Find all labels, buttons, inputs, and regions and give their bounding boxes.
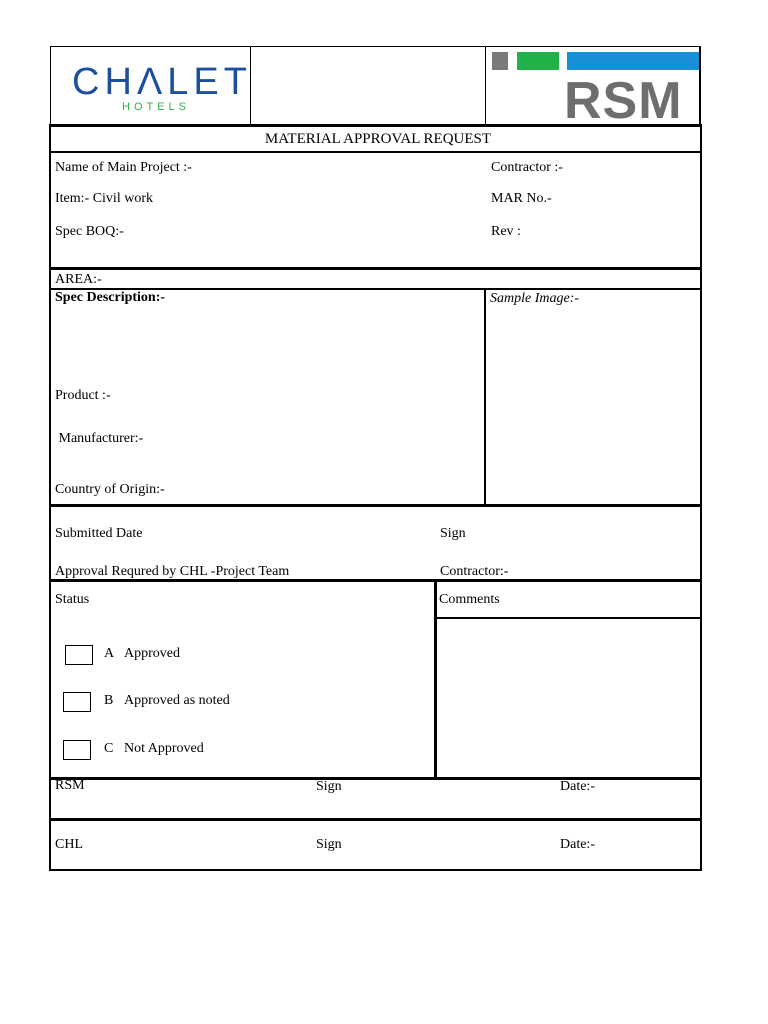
status-label: Status <box>55 592 90 607</box>
divider-sample-image <box>484 289 486 506</box>
divider-status <box>49 777 702 780</box>
signoff-sign-chl: Sign <box>316 837 342 852</box>
spec-description-label: Spec Description:- <box>55 290 166 305</box>
project-label: Name of Main Project :- <box>55 160 192 175</box>
origin-label: Country of Origin:- <box>55 482 165 497</box>
area-label: AREA:- <box>55 272 102 287</box>
product-label: Product :- <box>55 388 111 403</box>
contractor-label: Contractor :- <box>491 160 563 175</box>
chalet-logo-subtitle: HOTELS <box>122 101 191 113</box>
rsm-blue-bar <box>567 52 699 70</box>
status-code-a: A <box>104 646 115 661</box>
rsm-logo <box>486 47 700 130</box>
rsm-green-bar <box>517 52 559 70</box>
status-checkbox-a[interactable] <box>65 645 93 665</box>
header-logo-cell-middle <box>250 46 486 127</box>
contractor-sign-label: Contractor:- <box>440 564 509 579</box>
mar-label: MAR No.- <box>491 191 552 206</box>
chalet-logo-word: CHΛLET <box>72 61 252 103</box>
divider-title <box>49 151 702 153</box>
rsm-gray-bar <box>492 52 508 70</box>
signoff-party-rsm: RSM <box>55 778 85 793</box>
chalet-logo <box>72 60 252 116</box>
status-checkbox-b[interactable] <box>63 692 91 712</box>
submitted-date-label: Submitted Date <box>55 526 143 541</box>
divider-signoff <box>49 818 702 821</box>
comments-label: Comments <box>439 592 500 607</box>
status-label-a: Approved <box>124 646 180 661</box>
rsm-logo-word: RSM <box>564 72 683 130</box>
divider-submission <box>49 579 702 582</box>
sample-image-label: Sample Image:- <box>490 291 580 306</box>
signoff-party-chl: CHL <box>55 837 83 852</box>
spec-boq-label: Spec BOQ:- <box>55 224 124 239</box>
manufacturer-label: Manufacturer:- <box>55 431 144 446</box>
status-label-c: Not Approved <box>124 741 204 756</box>
signoff-date-rsm: Date:- <box>560 779 595 794</box>
item-label: Item:- Civil work <box>55 191 153 206</box>
submit-sign-label: Sign <box>440 526 466 541</box>
rev-label: Rev : <box>491 224 521 239</box>
status-code-c: C <box>104 741 114 756</box>
comments-area[interactable] <box>437 619 700 777</box>
status-label-b: Approved as noted <box>124 693 230 708</box>
signoff-date-chl: Date:- <box>560 837 595 852</box>
status-code-b: B <box>104 693 114 708</box>
signoff-sign-rsm: Sign <box>316 779 342 794</box>
form-title: MATERIAL APPROVAL REQUEST <box>264 131 492 147</box>
divider-spec <box>49 504 702 507</box>
divider-info <box>49 267 702 270</box>
status-checkbox-c[interactable] <box>63 740 91 760</box>
approval-required-label: Approval Requred by CHL -Project Team <box>55 564 290 579</box>
